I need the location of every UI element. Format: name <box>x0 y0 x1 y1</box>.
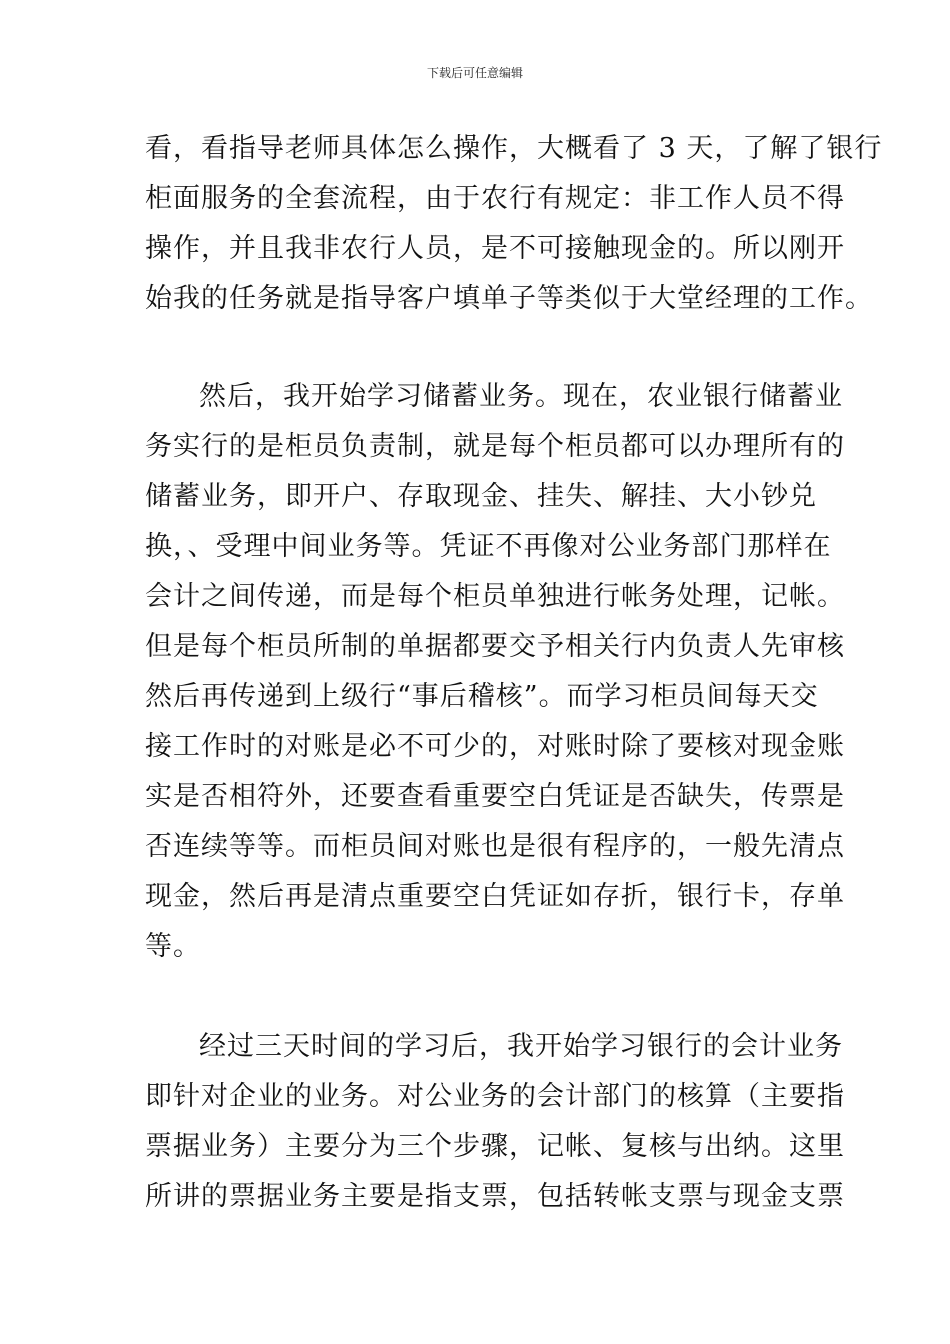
paragraph-line: 现金，然后再是清点重要空白凭证如存折，银行卡，存单 <box>145 881 845 912</box>
paragraph-line: 操作，并且我非农行人员，是不可接触现金的。所以刚开 <box>145 233 845 264</box>
paragraph-line: 否连续等等。而柜员间对账也是很有程序的，一般先清点 <box>145 831 845 862</box>
paragraph-line: 实是否相符外，还要查看重要空白凭证是否缺失，传票是 <box>145 781 845 812</box>
paragraph-line: 接工作时的对账是必不可少的，对账时除了要核对现金账 <box>145 731 845 762</box>
paragraph-line: 然后，我开始学习储蓄业务。现在，农业银行储蓄业 <box>199 381 843 412</box>
paragraph-line: 务实行的是柜员负责制，就是每个柜员都可以办理所有的 <box>145 431 845 462</box>
paragraph-line: 即针对企业的业务。对公业务的会计部门的核算（主要指 <box>145 1081 845 1112</box>
paragraph-line: 换，、受理中间业务等。凭证不再像对公业务部门那样在 <box>145 531 832 562</box>
paragraph-line: 然后再传递到上级行“事后稽核”。而学习柜员间每天交 <box>145 681 819 712</box>
paragraph-line: 经过三天时间的学习后，我开始学习银行的会计业务 <box>199 1031 843 1062</box>
paragraph-line: 柜面服务的全套流程，由于农行有规定：非工作人员不得 <box>145 183 845 214</box>
paragraph-line: 但是每个柜员所制的单据都要交予相关行内负责人先审核 <box>145 631 845 662</box>
paragraph-line: 储蓄业务，即开户、存取现金、挂失、解挂、大小钞兑 <box>145 481 817 512</box>
paragraph-line: 会计之间传递，而是每个柜员单独进行帐务处理，记帐。 <box>145 581 845 612</box>
paragraph-line: 看，看指导老师具体怎么操作，大概看了 3 天，了解了银行 <box>145 133 883 164</box>
paragraph-line: 等。 <box>145 931 201 962</box>
paragraph-line: 票据业务）主要分为三个步骤，记帐、复核与出纳。这里 <box>145 1131 845 1162</box>
paragraph-line: 所讲的票据业务主要是指支票，包括转帐支票与现金支票 <box>145 1181 845 1212</box>
paragraph-line: 始我的任务就是指导客户填单子等类似于大堂经理的工作。 <box>145 283 873 314</box>
page-header: 下载后可任意编辑 <box>426 66 523 80</box>
